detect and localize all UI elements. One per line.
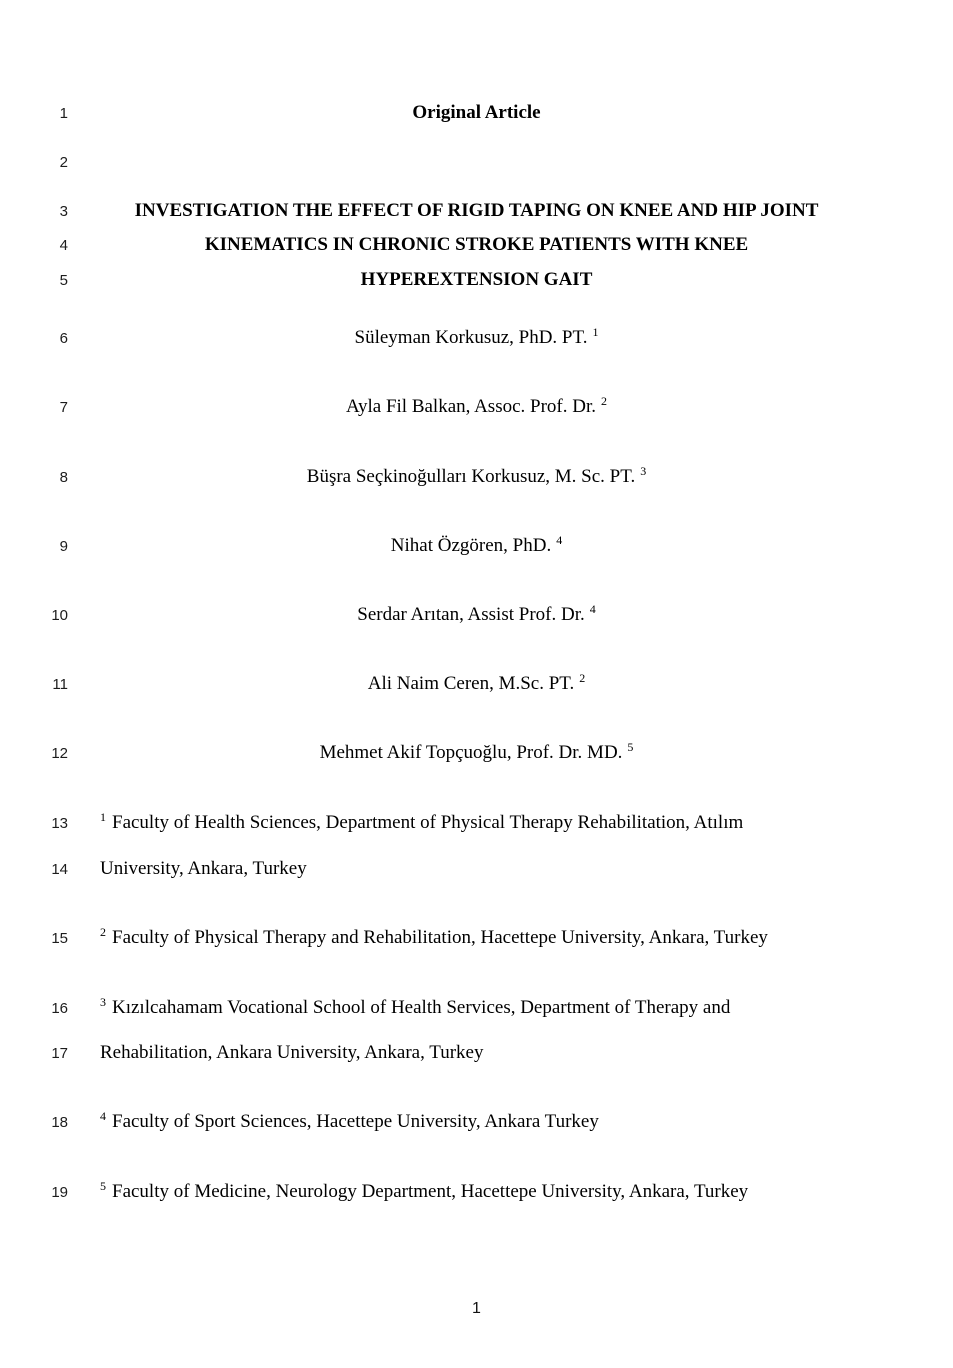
- author-line: [100, 672, 853, 696]
- manuscript-line-17: [0, 1041, 953, 1065]
- paper-title-line: [100, 233, 853, 257]
- author-line: [100, 465, 853, 489]
- affiliation-line: [100, 1041, 853, 1065]
- manuscript-line-16: [0, 996, 953, 1020]
- line-number: 11: [52, 676, 68, 693]
- affiliation-line: [100, 811, 853, 835]
- manuscript-line-10: [0, 603, 953, 627]
- manuscript-line-7: [0, 395, 953, 419]
- affiliation-line: [100, 996, 853, 1020]
- author-affiliation-superscript: 4: [589, 601, 596, 616]
- manuscript-line-11: [0, 672, 953, 696]
- line-number: 12: [51, 745, 68, 762]
- author-name: Büşra Seçkinoğulları Korkusuz, M. Sc. PT.: [306, 466, 636, 487]
- line-number: 18: [51, 1114, 68, 1131]
- line-number: 19: [51, 1184, 68, 1201]
- affiliation-text: Kızılcahamam Vocational School of Health Services, Department of Therapy and: [112, 997, 731, 1018]
- manuscript-line-6: [0, 326, 953, 350]
- line-number: 3: [59, 203, 68, 220]
- author-line: [100, 741, 853, 765]
- line-number: 1: [59, 105, 68, 122]
- affiliation-number-superscript: 4: [100, 1108, 106, 1123]
- manuscript-line-1: [0, 101, 953, 125]
- paper-title-line: [100, 199, 853, 223]
- affiliation-text: Faculty of Sport Sciences, Hacettepe University, Ankara Turkey: [112, 1111, 599, 1132]
- paper-title-line: [100, 268, 853, 292]
- line-text: HYPEREXTENSION GAIT: [360, 269, 593, 290]
- line-number: 14: [51, 861, 68, 878]
- affiliation-number-superscript: 5: [100, 1178, 106, 1193]
- manuscript-line-13: [0, 811, 953, 835]
- manuscript-line-19: [0, 1180, 953, 1204]
- line-number: 16: [51, 1000, 68, 1017]
- author-name: Nihat Özgören, PhD.: [390, 535, 552, 556]
- line-number: 7: [59, 399, 68, 416]
- author-line: [100, 534, 853, 558]
- affiliation-number-superscript: 1: [100, 809, 106, 824]
- line-text: INVESTIGATION THE EFFECT OF RIGID TAPING ON KNEE AND HIP JOINT: [134, 200, 819, 221]
- article-type-heading: [100, 101, 853, 125]
- author-line: [100, 326, 853, 350]
- line-number: 4: [59, 237, 68, 254]
- author-line: [100, 395, 853, 419]
- line-number: 6: [59, 330, 68, 347]
- author-affiliation-superscript: 1: [592, 324, 599, 339]
- author-name: Ali Naim Ceren, M.Sc. PT.: [367, 673, 575, 694]
- affiliation-text: Faculty of Physical Therapy and Rehabilitation, Hacettepe University, Ankara, Turkey: [112, 927, 768, 948]
- manuscript-line-8: [0, 465, 953, 489]
- manuscript-line-12: [0, 741, 953, 765]
- line-number: 9: [59, 538, 68, 555]
- affiliation-number-superscript: 2: [100, 924, 106, 939]
- affiliation-line: [100, 1180, 853, 1204]
- manuscript-line-2: [0, 150, 953, 174]
- author-affiliation-superscript: 4: [556, 532, 563, 547]
- line-number: 10: [51, 607, 68, 624]
- author-name: Mehmet Akif Topçuoğlu, Prof. Dr. MD.: [319, 742, 623, 763]
- author-name: Süleyman Korkusuz, PhD. PT.: [354, 327, 588, 348]
- page-number-footer: [0, 1300, 953, 1318]
- line-number: 17: [51, 1045, 68, 1062]
- author-name: Serdar Arıtan, Assist Prof. Dr.: [357, 604, 585, 625]
- affiliation-line: [100, 926, 853, 950]
- line-text: KINEMATICS IN CHRONIC STROKE PATIENTS WITH KNEE: [204, 234, 749, 255]
- line-text: Original Article: [412, 102, 541, 123]
- affiliation-text: Faculty of Medicine, Neurology Department, Hacettepe University, Ankara, Turkey: [112, 1181, 749, 1202]
- author-line: [100, 603, 853, 627]
- line-number: 2: [59, 154, 68, 171]
- manuscript-line-3: [0, 199, 953, 223]
- line-number: 5: [59, 272, 68, 289]
- manuscript-line-18: [0, 1110, 953, 1134]
- page-number: 1: [472, 1300, 481, 1317]
- manuscript-line-4: [0, 233, 953, 257]
- manuscript-line-5: [0, 268, 953, 292]
- author-affiliation-superscript: 2: [601, 393, 607, 408]
- line-number: 15: [51, 930, 68, 947]
- affiliation-line: [100, 857, 853, 881]
- author-affiliation-superscript: 2: [579, 670, 586, 685]
- line-number: 13: [51, 815, 68, 832]
- affiliation-number-superscript: 3: [100, 994, 106, 1009]
- affiliation-text: Faculty of Health Sciences, Department of Physical Therapy Rehabilitation, Atılım: [112, 812, 744, 833]
- manuscript-line-14: [0, 857, 953, 881]
- author-name: Ayla Fil Balkan, Assoc. Prof. Dr.: [346, 396, 596, 417]
- affiliation-text: University, Ankara, Turkey: [100, 858, 307, 879]
- author-affiliation-superscript: 5: [627, 739, 634, 754]
- affiliation-line: [100, 1110, 853, 1134]
- author-affiliation-superscript: 3: [640, 463, 647, 478]
- line-number: 8: [59, 469, 68, 486]
- affiliation-text: Rehabilitation, Ankara University, Ankara, Turkey: [100, 1042, 484, 1063]
- manuscript-line-15: [0, 926, 953, 950]
- manuscript-line-9: [0, 534, 953, 558]
